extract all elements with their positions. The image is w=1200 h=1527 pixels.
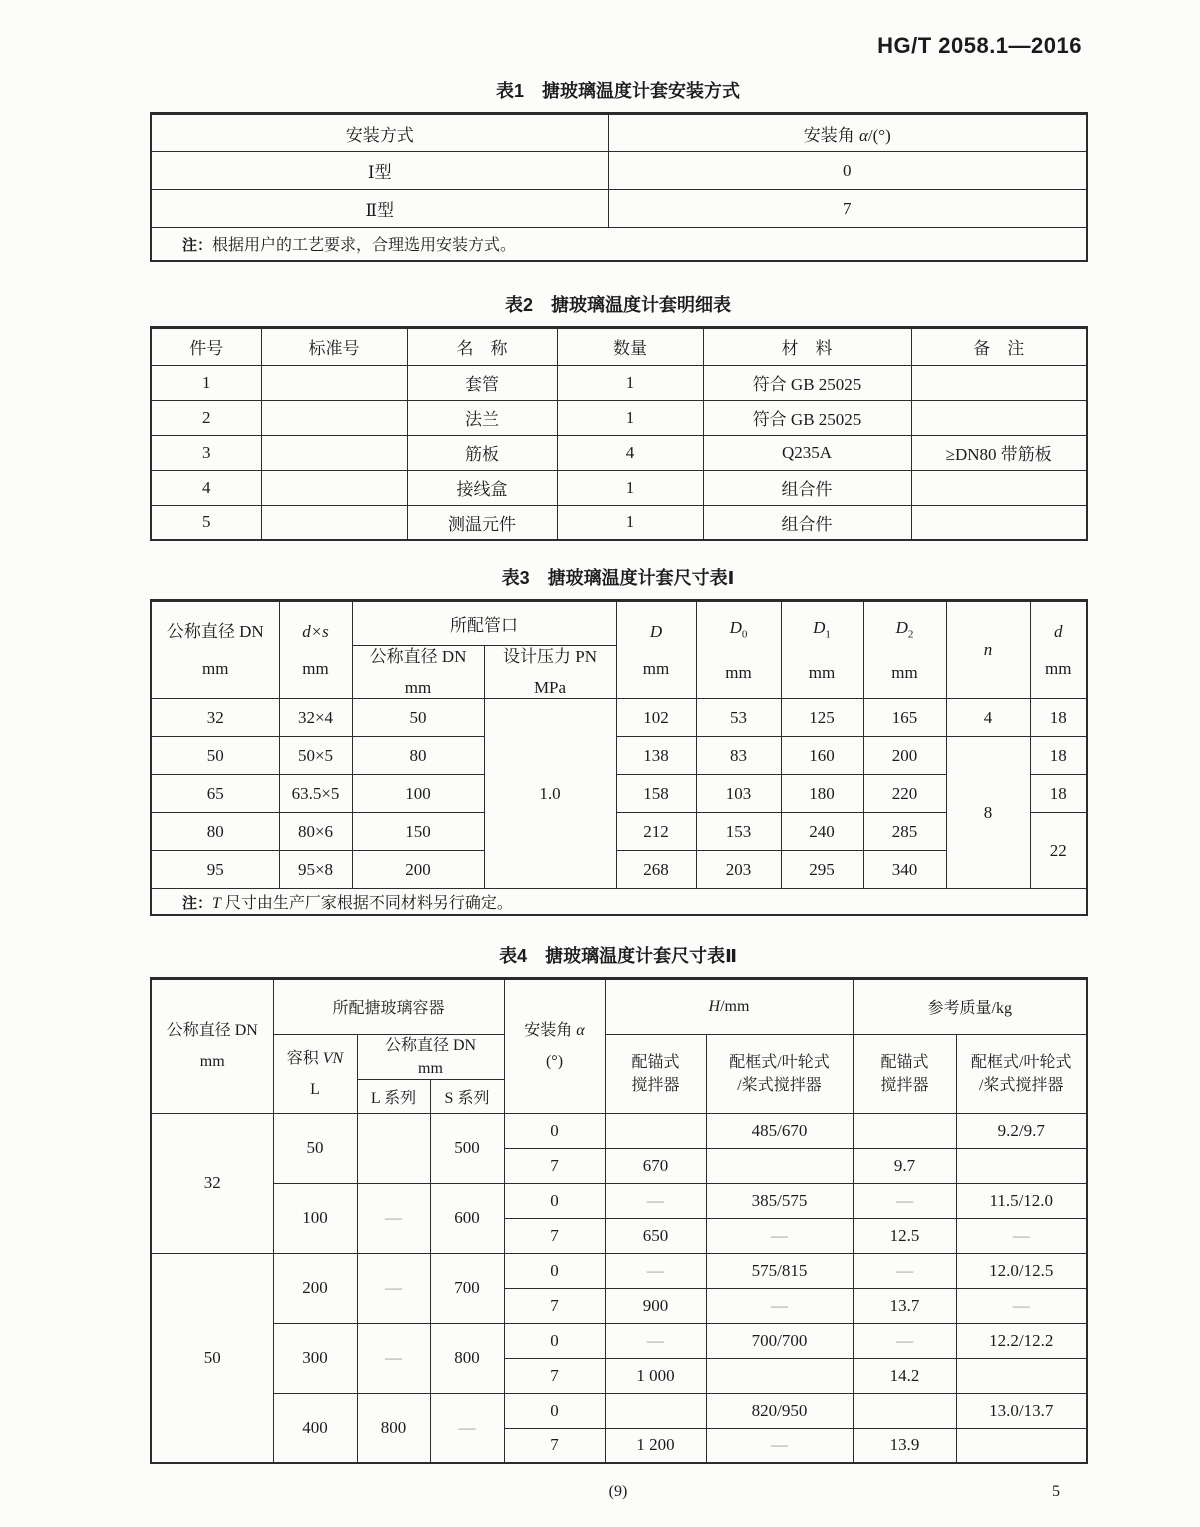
data-cell: 100	[352, 775, 484, 813]
symbol: d	[1054, 622, 1063, 641]
data-cell: 138	[616, 737, 696, 775]
th-material: 材 料	[703, 327, 911, 365]
data-cell: Q235A	[703, 435, 911, 470]
data-cell	[261, 505, 407, 540]
H-unit: /mm	[720, 997, 750, 1015]
data-cell: 3	[151, 435, 261, 470]
th-D0	[696, 601, 781, 699]
cell-h-anchor	[605, 1393, 706, 1428]
unit-line: L	[310, 1080, 320, 1098]
cell-d-merged: 22	[1030, 813, 1087, 889]
unit-line: mm	[1045, 659, 1072, 678]
cell-s-series: 500	[430, 1113, 504, 1183]
note-T-symbol: T	[212, 894, 221, 912]
data-cell	[911, 470, 1087, 505]
angle-label: 安装角	[803, 125, 859, 145]
cell-h-anchor: 650	[605, 1218, 706, 1253]
cell-mass-anchor: 14.2	[853, 1358, 956, 1393]
note-label: 注：	[182, 237, 213, 255]
data-cell: 212	[616, 813, 696, 851]
data-cell: 165	[863, 699, 946, 737]
alpha-symbol: α	[858, 125, 868, 145]
th-install-angle	[504, 978, 605, 1113]
cell-dn-merged: 50	[151, 1253, 273, 1463]
angle-label: 安装角	[524, 1022, 577, 1039]
data-cell: 340	[863, 851, 946, 889]
data-cell: 符合 GB 25025	[703, 400, 911, 435]
unit-line: mm	[199, 1053, 225, 1070]
th-n	[946, 601, 1030, 699]
th-mass-frame	[956, 1034, 1087, 1113]
data-cell: 80	[352, 737, 484, 775]
cell-h-anchor: —	[605, 1183, 706, 1218]
unit-line: (°)	[545, 1053, 564, 1070]
th-H-group	[605, 978, 853, 1034]
data-cell: 285	[863, 813, 946, 851]
th-install-angle	[608, 114, 1087, 152]
unit-line: MPa	[533, 678, 567, 697]
cell-d: 18	[1030, 737, 1087, 775]
cell-s-series: 700	[430, 1253, 504, 1323]
cell-volume: 200	[273, 1253, 357, 1323]
data-cell: 203	[696, 851, 781, 889]
cell-angle-2: 7	[608, 190, 1087, 228]
data-cell: 103	[696, 775, 781, 813]
cell-mass-anchor: —	[853, 1323, 956, 1358]
footer-folio: (9)	[608, 1483, 628, 1500]
th-remark: 备 注	[911, 327, 1087, 365]
data-cell	[911, 365, 1087, 400]
cell-angle: 7	[504, 1358, 605, 1393]
table-row	[151, 1253, 1087, 1288]
cell-mass-anchor: 13.9	[853, 1428, 956, 1463]
th-install-method: 安装方式	[151, 114, 608, 152]
data-cell: 80	[151, 813, 279, 851]
data-cell: 1	[557, 400, 703, 435]
th-pipe-group: 所配管口	[352, 601, 616, 646]
cell-h-frame: 575/815	[706, 1253, 853, 1288]
cell-l-series: —	[357, 1323, 430, 1393]
cell-volume: 100	[273, 1183, 357, 1253]
cell-type-2: Ⅱ型	[151, 190, 608, 228]
data-cell: 268	[616, 851, 696, 889]
symbol: D	[895, 618, 908, 638]
cell-s-series: 600	[430, 1183, 504, 1253]
label-line: 配锚式	[631, 1053, 680, 1071]
cell-h-frame	[706, 1358, 853, 1393]
cell-type-1: Ⅰ型	[151, 152, 608, 190]
subscript: 2	[907, 628, 914, 641]
cell-volume: 300	[273, 1323, 357, 1393]
th-l-series: L 系列	[357, 1079, 430, 1113]
label-line: /桨式搅拌器	[979, 1076, 1064, 1094]
cell-mass-anchor: 12.5	[853, 1218, 956, 1253]
cell-mass-anchor: 9.7	[853, 1148, 956, 1183]
table1-title: 表1 搪玻璃温度计套安装方式	[495, 81, 740, 101]
note-label: 注：	[182, 894, 213, 912]
cell-mass-frame	[956, 1428, 1087, 1463]
table1-note	[151, 228, 1087, 261]
data-cell: 套管	[407, 365, 557, 400]
cell-mass-frame	[956, 1358, 1087, 1393]
cell-angle: 7	[504, 1148, 605, 1183]
table-row	[151, 1113, 1087, 1148]
cell-h-frame: —	[706, 1428, 853, 1463]
data-cell: 220	[863, 775, 946, 813]
cell-s-series: —	[430, 1393, 504, 1463]
unit-line: mm	[202, 659, 229, 678]
cell-h-anchor	[605, 1113, 706, 1148]
cell-mass-frame	[956, 1148, 1087, 1183]
table-row	[151, 505, 1087, 540]
cell-angle: 0	[504, 1323, 605, 1358]
cell-h-frame: 820/950	[706, 1393, 853, 1428]
cell-l-series: 800	[357, 1393, 430, 1463]
data-cell: 4	[151, 470, 261, 505]
cell-h-anchor: —	[605, 1253, 706, 1288]
th-mass-group: 参考质量/kg	[853, 978, 1087, 1034]
label-line: 配锚式	[880, 1053, 929, 1071]
data-cell: ≥DN80 带筋板	[911, 435, 1087, 470]
data-cell: 65	[151, 775, 279, 813]
table3-note	[151, 889, 1087, 915]
cell-pn-merged: 1.0	[484, 699, 616, 889]
data-cell: 53	[696, 699, 781, 737]
th-design-pressure	[484, 646, 616, 699]
cell-angle: 0	[504, 1183, 605, 1218]
unit-line: mm	[418, 1059, 443, 1077]
cell-mass-anchor: —	[853, 1253, 956, 1288]
label-line: /桨式搅拌器	[737, 1076, 822, 1094]
th-dxs	[279, 601, 352, 699]
data-cell: 筋板	[407, 435, 557, 470]
label-line: 配框式/叶轮式	[971, 1053, 1072, 1071]
cell-angle: 0	[504, 1393, 605, 1428]
data-cell: 158	[616, 775, 696, 813]
cell-angle: 7	[504, 1288, 605, 1323]
standard-number: HG/T 2058.1—2016	[877, 33, 1082, 58]
data-cell: 符合 GB 25025	[703, 365, 911, 400]
H-symbol: H	[708, 997, 721, 1015]
label-line: 设计压力 PN	[503, 647, 597, 666]
cell-l-series: —	[357, 1183, 430, 1253]
th-nominal-diameter	[151, 978, 273, 1113]
dimension-table-1	[150, 599, 1088, 916]
data-cell: 200	[352, 851, 484, 889]
data-cell: 180	[781, 775, 863, 813]
data-cell: 2	[151, 400, 261, 435]
table-row	[151, 400, 1087, 435]
table-row	[151, 737, 1087, 775]
label-line: D	[649, 622, 663, 641]
label-line: 搅拌器	[880, 1076, 929, 1094]
install-method-table	[150, 112, 1088, 262]
angle-unit: /(°)	[867, 125, 891, 145]
label-line: 公称直径 DN	[166, 622, 264, 641]
data-cell	[261, 435, 407, 470]
table-row	[151, 470, 1087, 505]
cell-mass-frame: —	[956, 1288, 1087, 1323]
data-cell: 150	[352, 813, 484, 851]
cell-mass-frame: 9.2/9.7	[956, 1113, 1087, 1148]
data-cell: 63.5×5	[279, 775, 352, 813]
data-cell: 组合件	[703, 470, 911, 505]
cell-angle: 0	[504, 1253, 605, 1288]
page-content	[150, 79, 1086, 1503]
cell-h-anchor: 900	[605, 1288, 706, 1323]
symbol: D	[813, 618, 826, 638]
cell-mass-frame: 12.2/12.2	[956, 1323, 1087, 1358]
data-cell: 1	[557, 470, 703, 505]
cell-mass-frame: 11.5/12.0	[956, 1183, 1087, 1218]
table-row	[151, 435, 1087, 470]
volume-symbol: VN	[322, 1049, 344, 1067]
label-line: 搅拌器	[631, 1076, 680, 1094]
th-nominal-diameter	[151, 601, 279, 699]
data-cell: 5	[151, 505, 261, 540]
data-cell: 102	[616, 699, 696, 737]
data-cell: 法兰	[407, 400, 557, 435]
cell-n-merged: 8	[946, 737, 1030, 889]
cell-mass-frame: 12.0/12.5	[956, 1253, 1087, 1288]
cell-mass-anchor: 13.7	[853, 1288, 956, 1323]
data-cell: 组合件	[703, 505, 911, 540]
label-line: 公称直径 DN	[166, 1022, 258, 1039]
cell-h-anchor: —	[605, 1323, 706, 1358]
data-cell: 95×8	[279, 851, 352, 889]
subscript: 0	[741, 628, 748, 641]
th-h-anchor	[605, 1034, 706, 1113]
table-row	[151, 1183, 1087, 1218]
th-mass-anchor	[853, 1034, 956, 1113]
data-cell	[911, 400, 1087, 435]
data-cell: 200	[863, 737, 946, 775]
cell-mass-anchor	[853, 1393, 956, 1428]
subscript: 1	[825, 628, 831, 641]
dimension-table-2	[150, 977, 1088, 1465]
unit-line: mm	[725, 662, 752, 682]
data-cell: 1	[151, 365, 261, 400]
data-cell: 50×5	[279, 737, 352, 775]
data-cell: 240	[781, 813, 863, 851]
cell-mass-frame: —	[956, 1218, 1087, 1253]
cell-dn-merged: 32	[151, 1113, 273, 1253]
th-part-no: 件号	[151, 327, 261, 365]
th-s-series: S 系列	[430, 1079, 504, 1113]
data-cell: 83	[696, 737, 781, 775]
alpha-symbol: α	[576, 1022, 585, 1039]
data-cell: 160	[781, 737, 863, 775]
note-text: 尺寸由生产厂家根据不同材料另行确定。	[220, 894, 513, 912]
data-cell	[261, 365, 407, 400]
cell-h-anchor: 670	[605, 1148, 706, 1183]
table3-title: 表3 搪玻璃温度计套尺寸表Ⅰ	[501, 568, 735, 588]
data-cell: 4	[557, 435, 703, 470]
data-cell: 32×4	[279, 699, 352, 737]
data-cell	[261, 400, 407, 435]
table-row	[151, 699, 1087, 737]
note-text: 根据用户的工艺要求，合理选用安装方式。	[212, 237, 517, 255]
page-number: 5	[1052, 1483, 1060, 1500]
th-D	[616, 601, 696, 699]
cell-angle: 7	[504, 1218, 605, 1253]
data-cell: 295	[781, 851, 863, 889]
th-d	[1030, 601, 1087, 699]
data-cell: 95	[151, 851, 279, 889]
th-volume	[273, 1034, 357, 1113]
data-cell: 50	[151, 737, 279, 775]
cell-d: 18	[1030, 775, 1087, 813]
th-standard-no: 标准号	[261, 327, 407, 365]
cell-mass-frame: 13.0/13.7	[956, 1393, 1087, 1428]
data-cell	[911, 505, 1087, 540]
data-cell: 50	[352, 699, 484, 737]
th-vessel-dn	[357, 1034, 504, 1079]
table-row	[151, 365, 1087, 400]
cell-n: 4	[946, 699, 1030, 737]
data-cell: 1	[557, 365, 703, 400]
data-cell: 接线盒	[407, 470, 557, 505]
cell-h-anchor: 1 000	[605, 1358, 706, 1393]
unit-line: mm	[404, 678, 432, 697]
unit-line: mm	[642, 659, 670, 678]
cell-h-frame	[706, 1148, 853, 1183]
cell-h-frame: —	[706, 1288, 853, 1323]
page-footer	[150, 1481, 1086, 1503]
label-line: d×s	[302, 622, 329, 641]
data-cell: 1	[557, 505, 703, 540]
table-row	[151, 1393, 1087, 1428]
table-row	[151, 1323, 1087, 1358]
unit-line: mm	[302, 659, 329, 678]
data-cell: 125	[781, 699, 863, 737]
th-D1	[781, 601, 863, 699]
th-h-frame	[706, 1034, 853, 1113]
parts-list-table	[150, 326, 1088, 542]
cell-volume: 400	[273, 1393, 357, 1463]
th-quantity: 数量	[557, 327, 703, 365]
cell-h-anchor: 1 200	[605, 1428, 706, 1463]
data-cell: 153	[696, 813, 781, 851]
unit-line: mm	[808, 662, 836, 682]
cell-l-series	[357, 1113, 430, 1183]
cell-l-series: —	[357, 1253, 430, 1323]
volume-label: 容积	[286, 1049, 323, 1067]
cell-angle: 7	[504, 1428, 605, 1463]
th-D2	[863, 601, 946, 699]
cell-mass-anchor: —	[853, 1183, 956, 1218]
cell-angle-1: 0	[608, 152, 1087, 190]
data-cell	[261, 470, 407, 505]
cell-s-series: 800	[430, 1323, 504, 1393]
cell-h-frame: —	[706, 1218, 853, 1253]
th-part-name: 名 称	[407, 327, 557, 365]
cell-angle: 0	[504, 1113, 605, 1148]
data-cell: 32	[151, 699, 279, 737]
cell-h-frame: 700/700	[706, 1323, 853, 1358]
table4-title: 表4 搪玻璃温度计套尺寸表Ⅱ	[499, 945, 737, 966]
cell-h-frame: 485/670	[706, 1113, 853, 1148]
label-line: 公称直径 DN	[384, 1036, 477, 1054]
label-line: 配框式/叶轮式	[729, 1053, 830, 1071]
data-cell: 80×6	[279, 813, 352, 851]
unit-line: mm	[891, 662, 918, 682]
cell-h-frame: 385/575	[706, 1183, 853, 1218]
symbol: n	[983, 640, 993, 659]
symbol: D	[729, 618, 742, 638]
cell-volume: 50	[273, 1113, 357, 1183]
data-cell: 测温元件	[407, 505, 557, 540]
th-vessel-group: 所配搪玻璃容器	[273, 978, 504, 1034]
cell-d: 18	[1030, 699, 1087, 737]
table2-title: 表2 搪玻璃温度计套明细表	[504, 294, 731, 315]
label-line: 公称直径 DN	[369, 647, 467, 666]
th-pipe-dn	[352, 646, 484, 699]
cell-mass-anchor	[853, 1113, 956, 1148]
